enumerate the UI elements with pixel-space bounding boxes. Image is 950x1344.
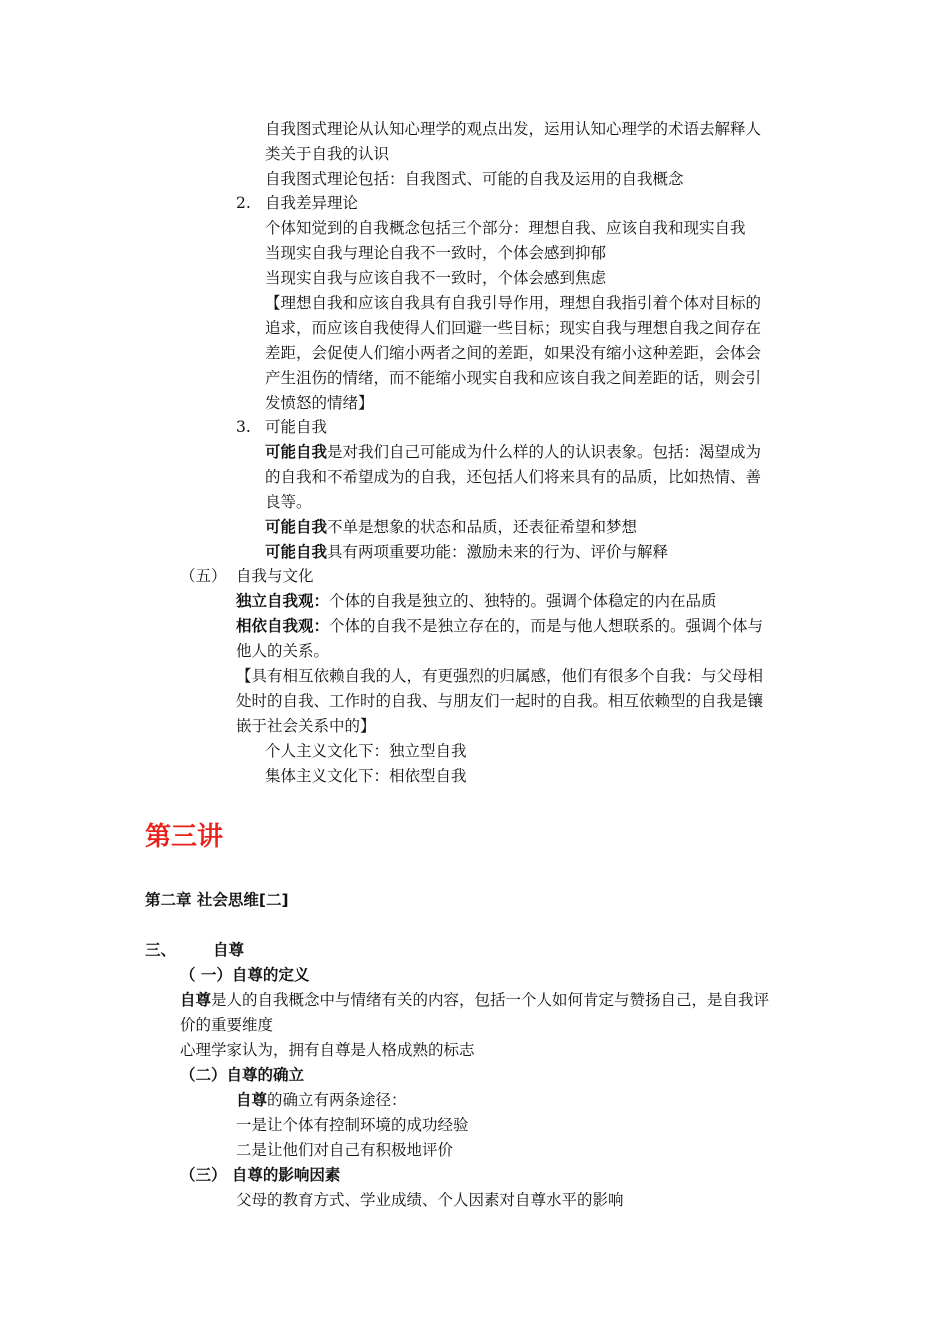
definition-line-1-text: 是人的自我概念中与情绪有关的内容，包括一个人如何肯定与赞扬自己，是自我评 xyxy=(211,991,770,1009)
bracket-note-line: 嵌于社会关系中的】 xyxy=(236,717,376,735)
section3-title: 自尊 xyxy=(213,941,245,959)
item3-line-2: 的自我和不希望成为的自我，还包括人们将来具有的品质，比如热情、善 xyxy=(265,468,762,486)
subsection-definition: （ 一）自尊的定义 xyxy=(180,966,310,984)
establishment-line-2: 一是让个体有控制环境的成功经验 xyxy=(236,1116,469,1134)
item3-number: 3. xyxy=(236,418,251,436)
establishment-line-3: 二是让他们对自己有积极地评价 xyxy=(236,1141,454,1159)
item3-line-5 xyxy=(265,540,668,565)
term-possible-self: 可能自我 xyxy=(265,443,328,461)
schema-line-2: 类关于自我的认识 xyxy=(265,145,390,163)
item3-line-4-text: 不单是想象的状态和品质，还表征希望和梦想 xyxy=(327,518,638,536)
section5-title: 自我与文化 xyxy=(236,567,314,585)
item3-line-5-text: 具有两项重要功能：激励未来的行为、评价与解释 xyxy=(327,543,669,561)
bracket-note-line: 【具有相互依赖自我的人，有更强烈的归属感，他们有很多个自我：与父母相 xyxy=(236,667,764,685)
term-self-esteem: 自尊 xyxy=(236,1091,268,1109)
factors-line: 父母的教育方式、学业成绩、个人因素对自尊水平的影响 xyxy=(236,1191,624,1209)
item2-line: 当现实自我与应该自我不一致时，个体会感到焦虑 xyxy=(265,269,607,287)
definition-line-3: 心理学家认为，拥有自尊是人格成熟的标志 xyxy=(180,1041,475,1059)
item2-line: 追求，而应该自我使得人们回避一些目标；现实自我与理想自我之间存在 xyxy=(265,319,762,337)
item2-line: 当现实自我与理论自我不一致时，个体会感到抑郁 xyxy=(265,244,607,262)
item3-title: 可能自我 xyxy=(265,418,328,436)
bracket-note-line: 处时的自我、工作时的自我、与朋友们一起时的自我。相互依赖型的自我是镶 xyxy=(236,692,764,710)
chapter-title: 第二章 社会思维[二] xyxy=(145,891,289,909)
item3-line-1 xyxy=(265,440,761,465)
item2-line: 产生沮伤的情绪，而不能缩小现实自我和应该自我之间差距的话，则会引 xyxy=(265,369,762,387)
lecture-title: 第三讲 xyxy=(145,822,224,852)
schema-line-1: 自我图式理论从认知心理学的观点出发，运用认知心理学的术语去解释人 xyxy=(265,120,762,138)
item2-line: 差距，会促使人们缩小两者之间的差距，如果没有缩小这种差距，会体会 xyxy=(265,344,762,362)
term-independent-self: 独立自我观： xyxy=(236,592,330,610)
item3-line-4 xyxy=(265,515,637,540)
culture-line: 集体主义文化下：相依型自我 xyxy=(265,767,467,785)
item2-title: 自我差异理论 xyxy=(265,194,359,212)
interdependent-self-line-2: 他人的关系。 xyxy=(236,642,330,660)
subsection-factors: （三） 自尊的影响因素 xyxy=(180,1166,341,1184)
item2-line: 【理想自我和应该自我具有自我引导作用，理想自我指引着个体对目标的 xyxy=(265,294,762,312)
item2-line: 个体知觉到的自我概念包括三个部分：理想自我、应该自我和现实自我 xyxy=(265,219,746,237)
term-possible-self: 可能自我 xyxy=(265,543,328,561)
definition-line-2: 价的重要维度 xyxy=(180,1016,274,1034)
definition-line-1 xyxy=(180,988,769,1013)
term-interdependent-self: 相依自我观： xyxy=(236,617,330,635)
item3-line-3: 良等。 xyxy=(265,493,312,511)
independent-self-line xyxy=(236,589,717,614)
interdependent-self-line xyxy=(236,614,763,639)
item3-line-1-text: 是对我们自己可能成为什么样的人的认识表象。包括：渴望成为 xyxy=(327,443,762,461)
item2-number: 2. xyxy=(236,194,251,212)
establishment-line-1-text: 的确立有两条途径： xyxy=(267,1091,407,1109)
schema-line-3: 自我图式理论包括：自我图式、可能的自我及运用的自我概念 xyxy=(265,170,684,188)
interdependent-self-text: 个体的自我不是独立存在的，而是与他人想联系的。强调个体与 xyxy=(329,617,764,635)
independent-self-text: 个体的自我是独立的、独特的。强调个体稳定的内在品质 xyxy=(329,592,717,610)
establishment-line-1 xyxy=(236,1088,407,1113)
section5-number: （五） xyxy=(180,567,227,585)
item2-line: 发愤怒的情绪】 xyxy=(265,394,374,412)
subsection-establishment: （二）自尊的确立 xyxy=(180,1066,305,1084)
term-possible-self: 可能自我 xyxy=(265,518,328,536)
culture-line: 个人主义文化下：独立型自我 xyxy=(265,742,467,760)
term-self-esteem: 自尊 xyxy=(180,991,212,1009)
section3-number: 三、 xyxy=(145,941,177,959)
